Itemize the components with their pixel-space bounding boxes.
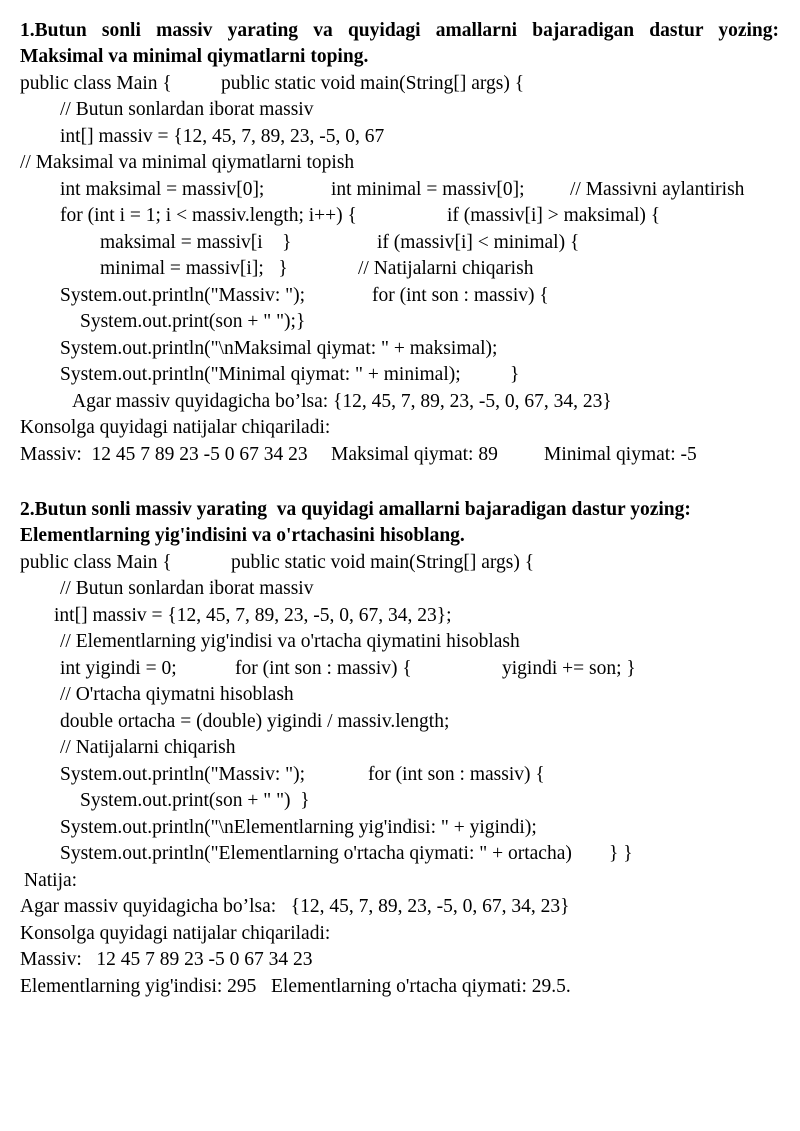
task2-code-comment: // Natijalarni chiqarish (60, 737, 236, 758)
code-text: for (int i = 1; i < massiv.length; i++) { (60, 205, 357, 226)
code-text: int maksimal = massiv[0]; (60, 179, 265, 200)
code-text: System.out.println("Elementlarning o'rtacha qiymati: " + ortacha) (60, 843, 572, 864)
task2-output-label: Konsolga quyidagi natijalar chiqariladi: (20, 923, 331, 944)
code-text: System.out.println("Massiv: "); (60, 285, 306, 306)
task1-output-label: Konsolga quyidagi natijalar chiqariladi: (20, 417, 331, 438)
task2-code-line: int[] massiv = {12, 45, 7, 89, 23, -5, 0, 67, 34, 23}; (54, 605, 452, 626)
code-text: public static void main(String[] args) { (221, 73, 525, 94)
output-text: Massiv: 12 45 7 89 23 -5 0 67 34 23 (20, 444, 308, 465)
code-text: minimal = massiv[i]; } (100, 258, 288, 279)
task2-code-line: System.out.print(son + " ") } (80, 790, 310, 811)
code-text: System.out.println("Minimal qiymat: " + minimal); (60, 364, 461, 385)
task1-heading-line1: 1.Butun sonli massiv yarating va quyidagi amallarni bajaradigan dastur yozing: (20, 20, 779, 41)
task2-output-line: Elementlarning yig'indisi: 295 Elementlarning o'rtacha qiymati: 29.5. (20, 976, 571, 997)
code-text: public class Main { (20, 73, 172, 94)
task2-example-input: Agar massiv quyidagicha bo’lsa: {12, 45, 7, 89, 23, -5, 0, 67, 34, 23} (20, 896, 570, 917)
code-text: maksimal = massiv[i } (100, 232, 292, 253)
code-text: yigindi += son; } (502, 658, 636, 679)
code-text: if (massiv[i] < minimal) { (377, 232, 580, 253)
code-text: // Natijalarni chiqarish (358, 258, 534, 279)
code-text: } } (609, 843, 633, 864)
task2-output-line: Massiv: 12 45 7 89 23 -5 0 67 34 23 (20, 949, 313, 970)
task1-code-comment: // Butun sonlardan iborat massiv (60, 99, 314, 120)
code-text: for (int son : massiv) { (372, 285, 549, 306)
output-text: Maksimal qiymat: 89 (331, 444, 498, 465)
code-text: } (510, 364, 520, 385)
code-text: public static void main(String[] args) { (231, 552, 535, 573)
task1-heading-line2: Maksimal va minimal qiymatlarni toping. (20, 46, 369, 67)
code-text: System.out.println("Massiv: "); (60, 764, 306, 785)
task2-code-comment: // O'rtacha qiymatni hisoblash (60, 684, 294, 705)
code-text: for (int son : massiv) { (368, 764, 545, 785)
task2-code-comment: // Butun sonlardan iborat massiv (60, 578, 314, 599)
task2-code-line: double ortacha = (double) yigindi / massiv.length; (60, 711, 450, 732)
code-text: for (int son : massiv) { (235, 658, 412, 679)
code-text: int yigindi = 0; (60, 658, 177, 679)
task2-heading-line2: Elementlarning yig'indisini va o'rtachasini hisoblang. (20, 525, 465, 546)
task1-code-line: System.out.println("\nMaksimal qiymat: " + maksimal); (60, 338, 498, 359)
task2-code-line: System.out.println("\nElementlarning yig'indisi: " + yigindi); (60, 817, 537, 838)
code-text: if (massiv[i] > maksimal) { (447, 205, 661, 226)
code-text: // Massivni aylantirish (570, 179, 745, 200)
task1-code-line: int[] massiv = {12, 45, 7, 89, 23, -5, 0, 67 (60, 126, 385, 147)
code-text: public class Main { (20, 552, 172, 573)
task1-code-comment: // Maksimal va minimal qiymatlarni topish (20, 152, 355, 173)
task1-example-input: Agar massiv quyidagicha bo’lsa: {12, 45, 7, 89, 23, -5, 0, 67, 34, 23} (72, 391, 612, 412)
output-text: Minimal qiymat: -5 (544, 444, 697, 465)
task2-result-label: Natija: (24, 870, 78, 891)
task2-heading-line1: 2.Butun sonli massiv yarating va quyidagi amallarni bajaradigan dastur yozing: (20, 499, 691, 520)
task1-code-line: System.out.print(son + " ");} (80, 311, 306, 332)
task2-code-comment: // Elementlarning yig'indisi va o'rtacha qiymatini hisoblash (60, 631, 520, 652)
code-text: int minimal = massiv[0]; (331, 179, 525, 200)
